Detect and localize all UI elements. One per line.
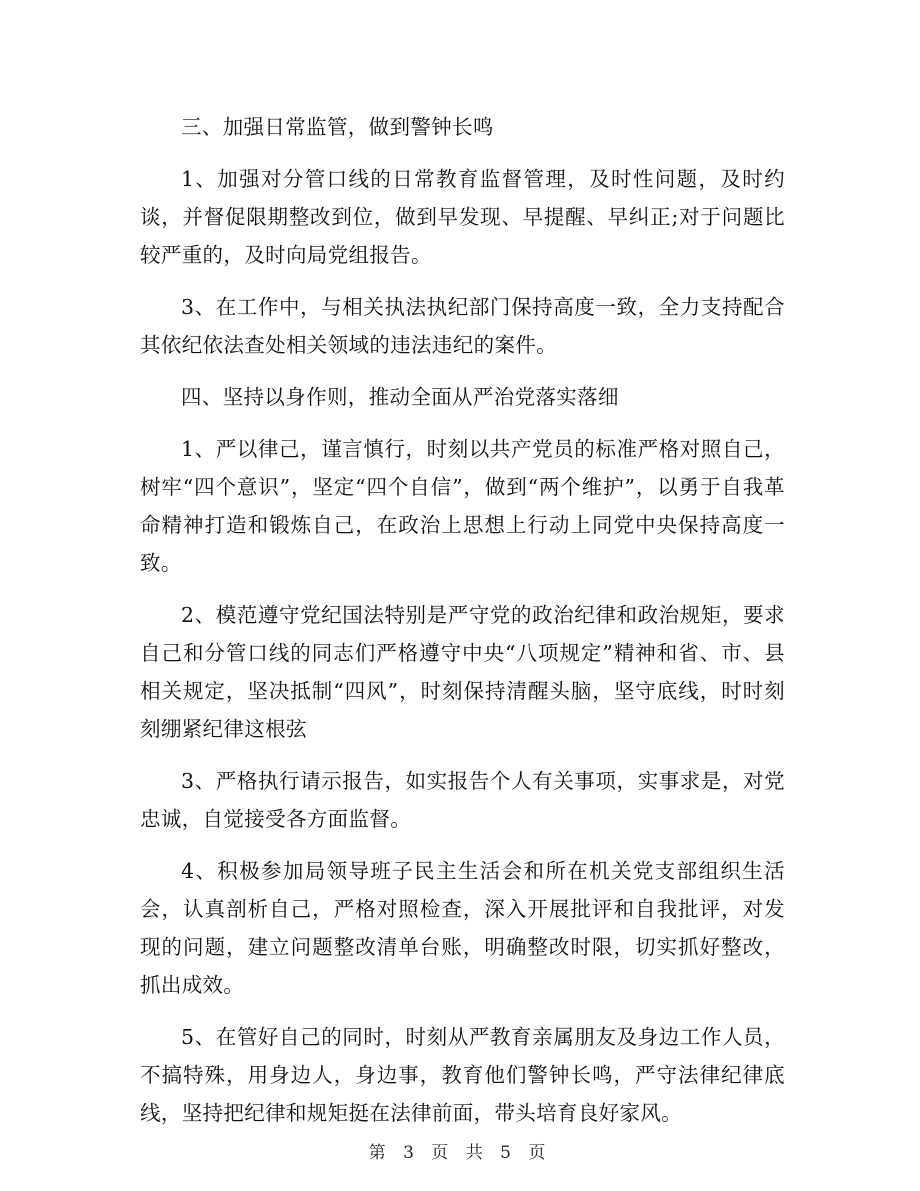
section-heading-3: 三、加强日常监管，做到警钟长鸣 [181, 115, 494, 139]
paragraph-item-4-2: 2、模范遵守党纪国法特别是严守党的政治纪律和政治规矩，要求自己和分管口线的同志们严格遵守中央“八项规定”精神和省、市、县相关规定，坚决抵制“四风”，时刻保持清醒头脑，坚守底线，时时刻刻绷紧纪律这根弦 [140, 603, 785, 741]
paragraph-item-4-3: 3、严格执行请示报告，如实报告个人有关事项，实事求是，对党忠诚，自觉接受各方面监督。 [140, 769, 785, 831]
section-heading-4: 四、坚持以身作则，推动全面从严治党落实落细 [181, 385, 619, 409]
page-number-footer: 第 3 页 共 5 页 [368, 1143, 552, 1163]
paragraph-item-3: 3、在工作中，与相关执法执纪部门保持高度一致，全力支持配合其依纪依法查处相关领域的违法违纪的案件。 [140, 295, 785, 357]
document-body [140, 108, 785, 1146]
paragraph-item-4-1: 1、严以律己，谨言慎行，时刻以共产党员的标准严格对照自己，树牢“四个意识”，坚定“四个自信”，做到“两个维护”，以勇于自我革命精神打造和锻炼自己，在政治上思想上行动上同党中央保持高度一致。 [140, 437, 785, 575]
paragraph-item-1: 1、加强对分管口线的日常教育监督管理，及时性问题，及时约谈，并督促限期整改到位，做到早发现、早提醒、早纠正;对于问题比较严重的，及时向局党组报告。 [140, 167, 785, 267]
paragraph-item-4-5: 5、在管好自己的同时，时刻从严教育亲属朋友及身边工作人员，不搞特殊，用身边人，身边事，教育他们警钟长鸣，严守法律纪律底线，坚持把纪律和规矩挺在法律前面，带头培育良好家风。 [140, 1025, 785, 1125]
paragraph-item-4-4: 4、积极参加局领导班子民主生活会和所在机关党支部组织生活会，认真剖析自己，严格对照检查，深入开展批评和自我批评，对发现的问题，建立问题整改清单台账，明确整改时限，切实抓好整改，抓出成效。 [140, 859, 785, 997]
